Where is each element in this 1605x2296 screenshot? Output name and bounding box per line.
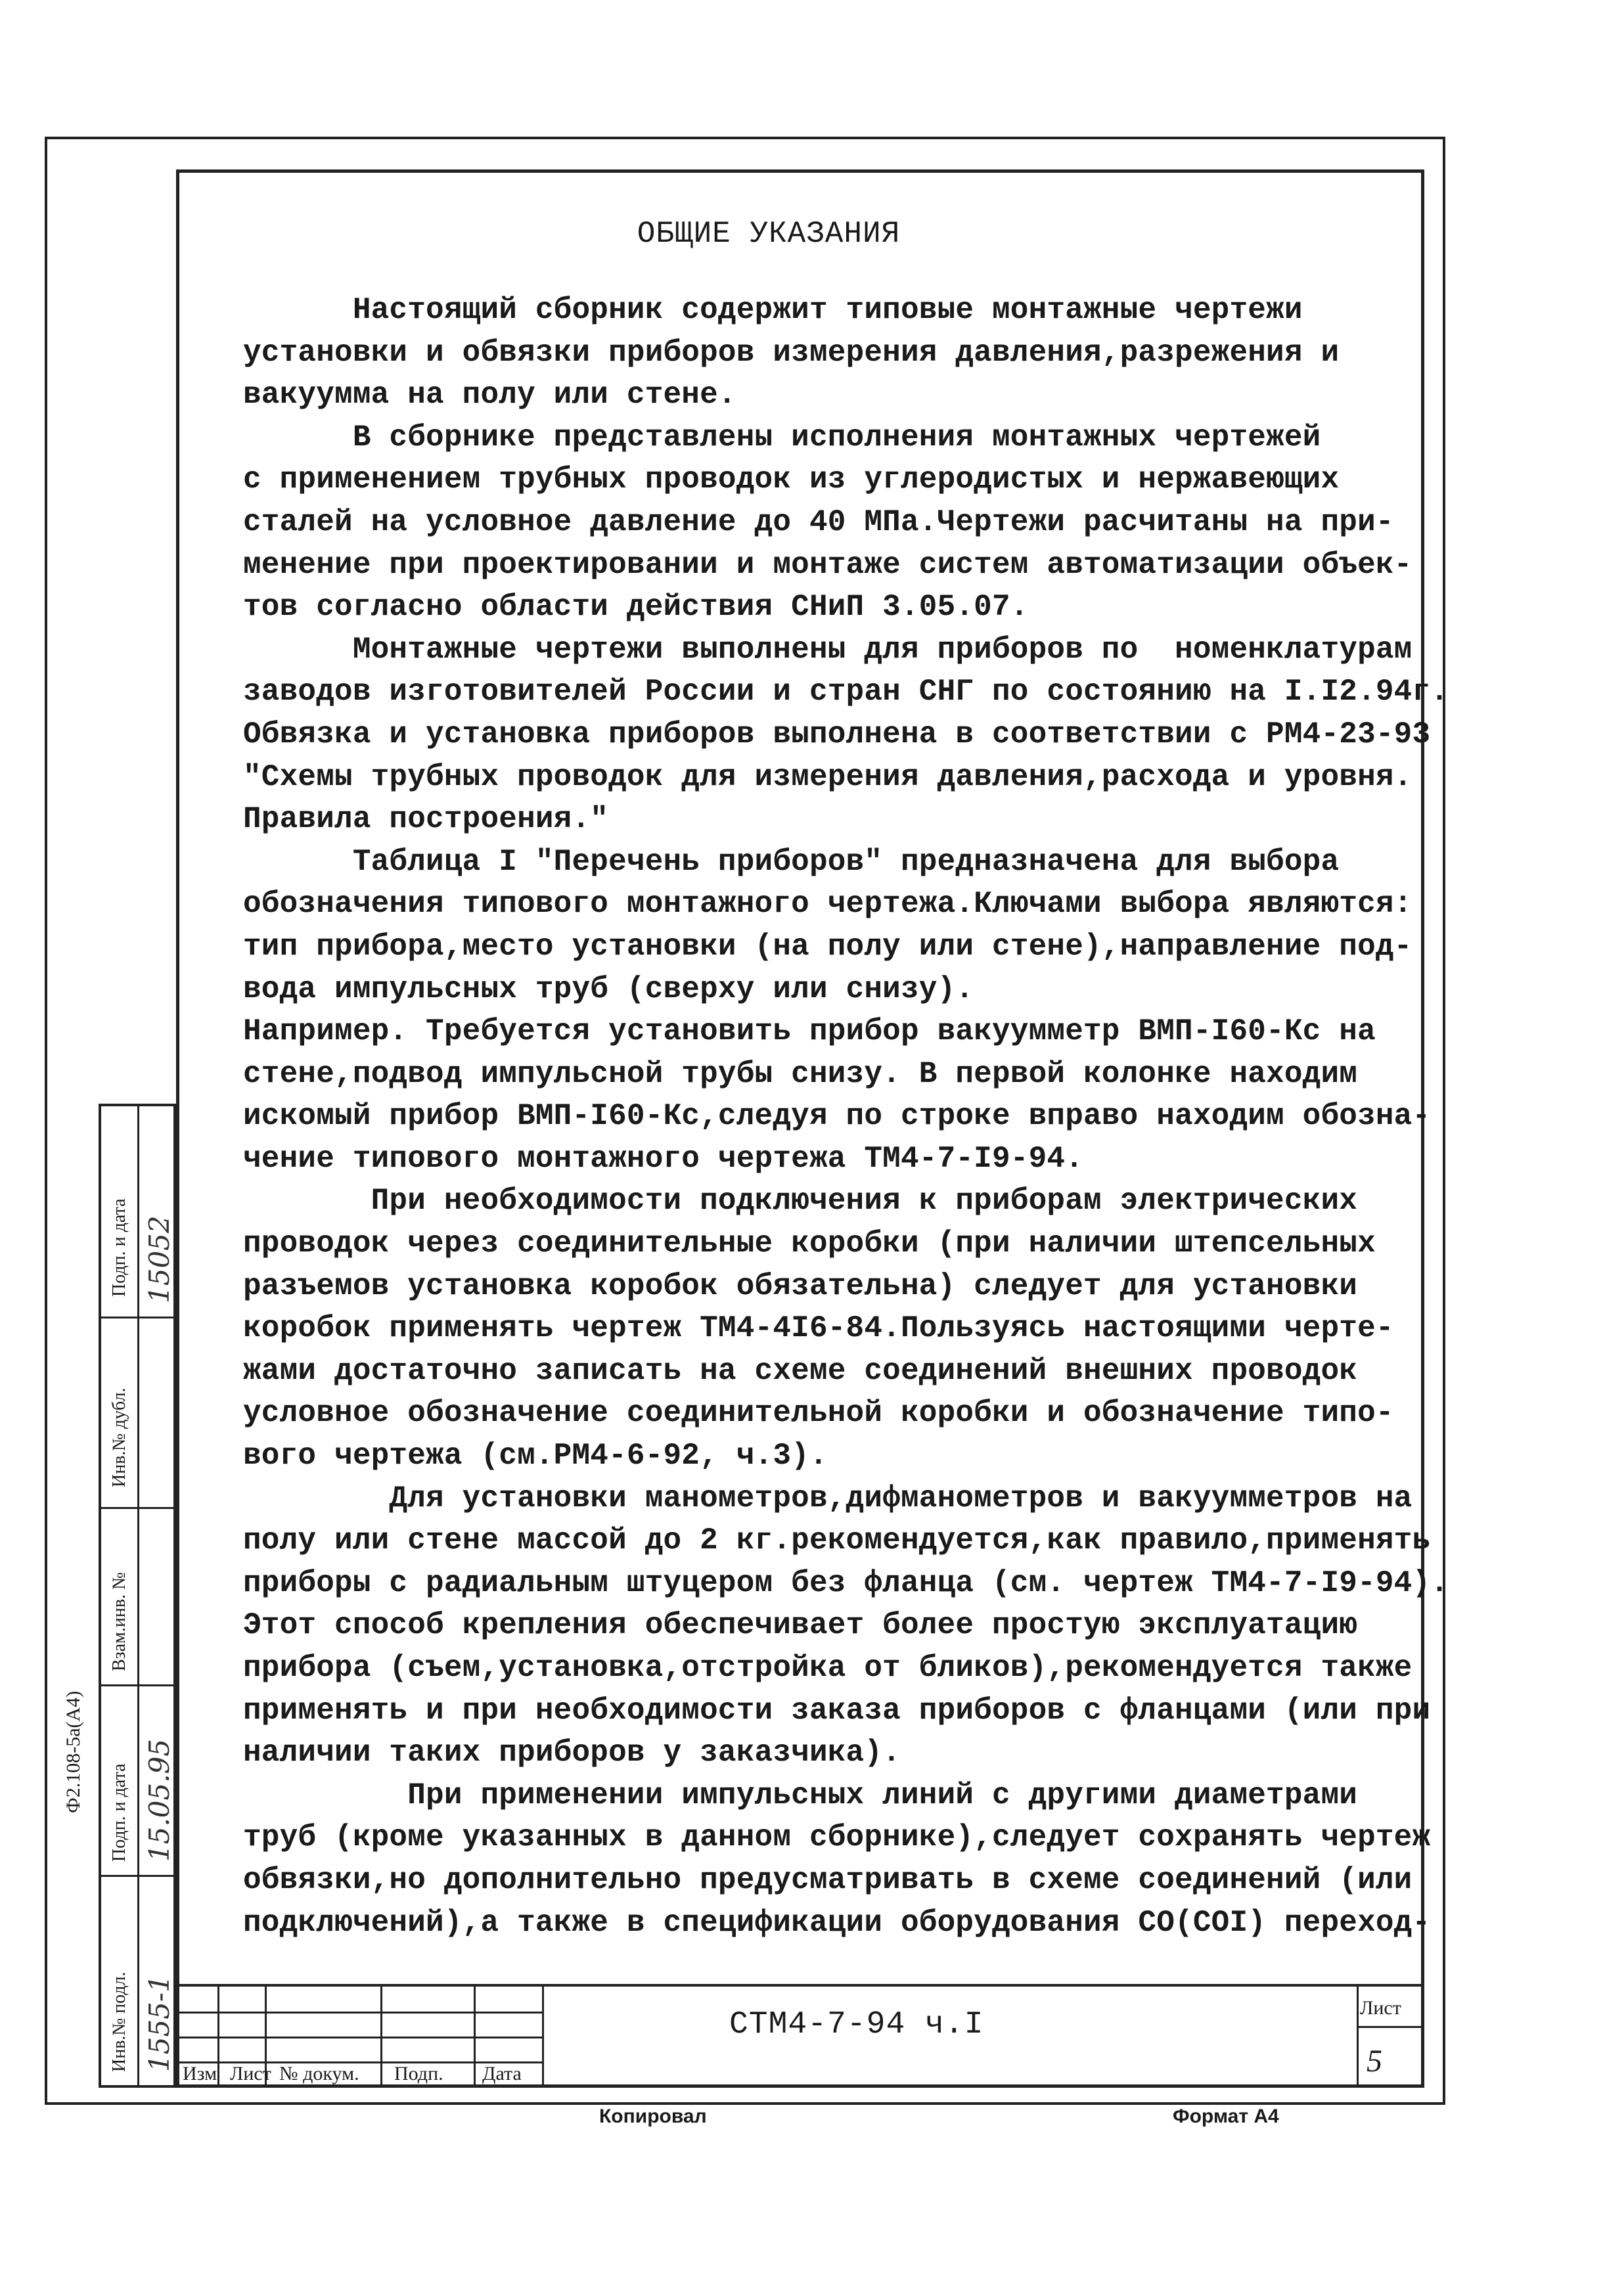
tb-divider (176, 2012, 544, 2014)
sheet-label: Лист (1360, 1997, 1401, 2019)
text-line: Правила построения." (243, 802, 609, 837)
tb-col-sheet: Лист (230, 2063, 271, 2084)
text-line: искомый прибор ВМП-I60-Кс,следуя по строке вправо находим обозна- (243, 1099, 1431, 1134)
text-line: установки и обвязки приборов измерения давления,разрежения и (243, 335, 1340, 370)
tb-col-docnum: № докум. (279, 2063, 359, 2084)
text-line: обозначения типового монтажного чертежа.Ключами выбора являются: (243, 887, 1413, 922)
text-line: тип прибора,место установки (на полу или стене),направление под- (243, 929, 1413, 964)
strip-label-orig-inv: Инв.№ подл. (109, 1971, 129, 2072)
text-line: труб (кроме указанных в данном сборнике),следует сохранять чертеж (243, 1820, 1431, 1855)
handwritten-signature: 15052 (143, 1215, 175, 1303)
tb-col-date: Дата (482, 2063, 522, 2084)
text-line: сталей на условное давление до 40 МПа.Чертежи расчитаны на при- (243, 505, 1394, 539)
text-line: Например. Требуется установить прибор вакуумметр ВМП-I60-Кс на (243, 1014, 1376, 1049)
text-line: Обвязка и установка приборов выполнена в соответствии с РМ4-23-93 (243, 717, 1431, 752)
text-line: коробок применять чертеж ТМ4-4I6-84.Пользуясь настоящими черте- (243, 1311, 1394, 1346)
text-line: тов согласно области действия СНиП 3.05.07. (243, 590, 1029, 625)
tb-divider (176, 2037, 544, 2038)
text-line: вода импульсных труб (сверху или снизу). (243, 972, 974, 1006)
handwritten-inventory: 1555-1 (143, 1975, 175, 2072)
text-line: полу или стене массой до 2 кг.рекомендуется,как правило,применять (243, 1523, 1431, 1558)
strip-divider (101, 1507, 173, 1509)
text-line: применять и при необходимости заказа приборов с фланцами (или при (243, 1693, 1431, 1728)
strip-label-dup-inv: Инв.№ дубл. (109, 1387, 129, 1487)
form-code: Ф2.108-5а(А4) (62, 1690, 84, 1813)
text-line: приборы с радиальным штуцером без фланца (см. чертеж ТМ4-7-I9-94). (243, 1565, 1449, 1600)
text-line: прибора (съем,установка,отстройка от бликов),рекомендуется также (243, 1651, 1413, 1685)
strip-divider (101, 1684, 173, 1686)
text-line: чение типового монтажного чертежа ТМ4-7-I9-94. (243, 1141, 1084, 1176)
text-line: вого чертежа (см.РМ4-6-92, ч.3). (243, 1439, 828, 1474)
text-line: стене,подвод импульсной трубы снизу. В первой колонке находим (243, 1056, 1358, 1091)
tb-divider (1359, 2026, 1424, 2028)
text-line: жами достаточно записать на схеме соединений внешних проводок (243, 1353, 1358, 1388)
text-line: условное обозначение соединительной коробки и обозначение типо- (243, 1396, 1394, 1431)
text-line: "Схемы трубных проводок для измерения давления,расхода и уровня. (243, 759, 1413, 794)
text-block (243, 289, 1449, 1944)
text-line: проводок через соединительные коробки (при наличии штепсельных (243, 1227, 1376, 1261)
strip-divider (101, 1317, 173, 1318)
text-line: В сборнике представлены исполнения монтажных чертежей (243, 420, 1321, 455)
text-line: подключений),а также в спецификации оборудования СО(СОI) переход- (243, 1905, 1431, 1940)
tb-col-change: Изм (183, 2063, 217, 2084)
document-title: ОБЩИЕ УКАЗАНИЯ (637, 217, 901, 251)
text-line: с применением трубных проводок из углеродистых и нержавеющих (243, 462, 1340, 497)
text-line: наличии таких приборов у заказчика). (243, 1736, 901, 1770)
text-line: Для установки манометров,дифманометров и вакуумметров на (243, 1481, 1413, 1516)
strip-label-sign-date-2: Подп. и дата (109, 1763, 129, 1862)
tb-col-sign: Подп. (394, 2063, 443, 2084)
text-line: При необходимости подключения к приборам электрических (243, 1184, 1358, 1219)
footer-copied: Копировал (599, 2105, 707, 2127)
handwritten-date: 15.05.95 (143, 1738, 175, 1862)
text-line: Этот способ крепления обеспечивает более простую эксплуатацию (243, 1608, 1358, 1643)
text-line: заводов изготовителей России и стран СНГ по состоянию на I.I2.94г. (243, 675, 1449, 709)
strip-label-sign-date-1: Подп. и дата (109, 1198, 129, 1297)
document-code: СТМ4-7-94 ч.I (729, 2007, 984, 2042)
sheet-number: 5 (1367, 2044, 1382, 2079)
text-line: Монтажные чертежи выполнены для приборов по номенклатурам (243, 632, 1413, 667)
text-line: Таблица I "Перечень приборов" предназначена для выбора (243, 844, 1340, 879)
strip-divider (101, 1875, 173, 1877)
approval-strip (99, 1104, 176, 2088)
text-line: разъемов установка коробок обязательна) следует для установки (243, 1269, 1358, 1303)
text-line: Настоящий сборник содержит типовые монтажные чертежи (243, 293, 1303, 327)
text-line: менение при проектировании и монтаже систем автоматизации объек- (243, 547, 1413, 582)
text-line: При применении импульсных линий с другими диаметрами (243, 1778, 1358, 1812)
strip-label-replace-inv: Взам.инв. № (109, 1572, 129, 1671)
footer-format: Формат А4 (1173, 2105, 1279, 2127)
text-line: вакуумма на полу или стене. (243, 378, 736, 413)
text-line: обвязки,но дополнительно предусматривать в схеме соединений (или (243, 1862, 1413, 1897)
